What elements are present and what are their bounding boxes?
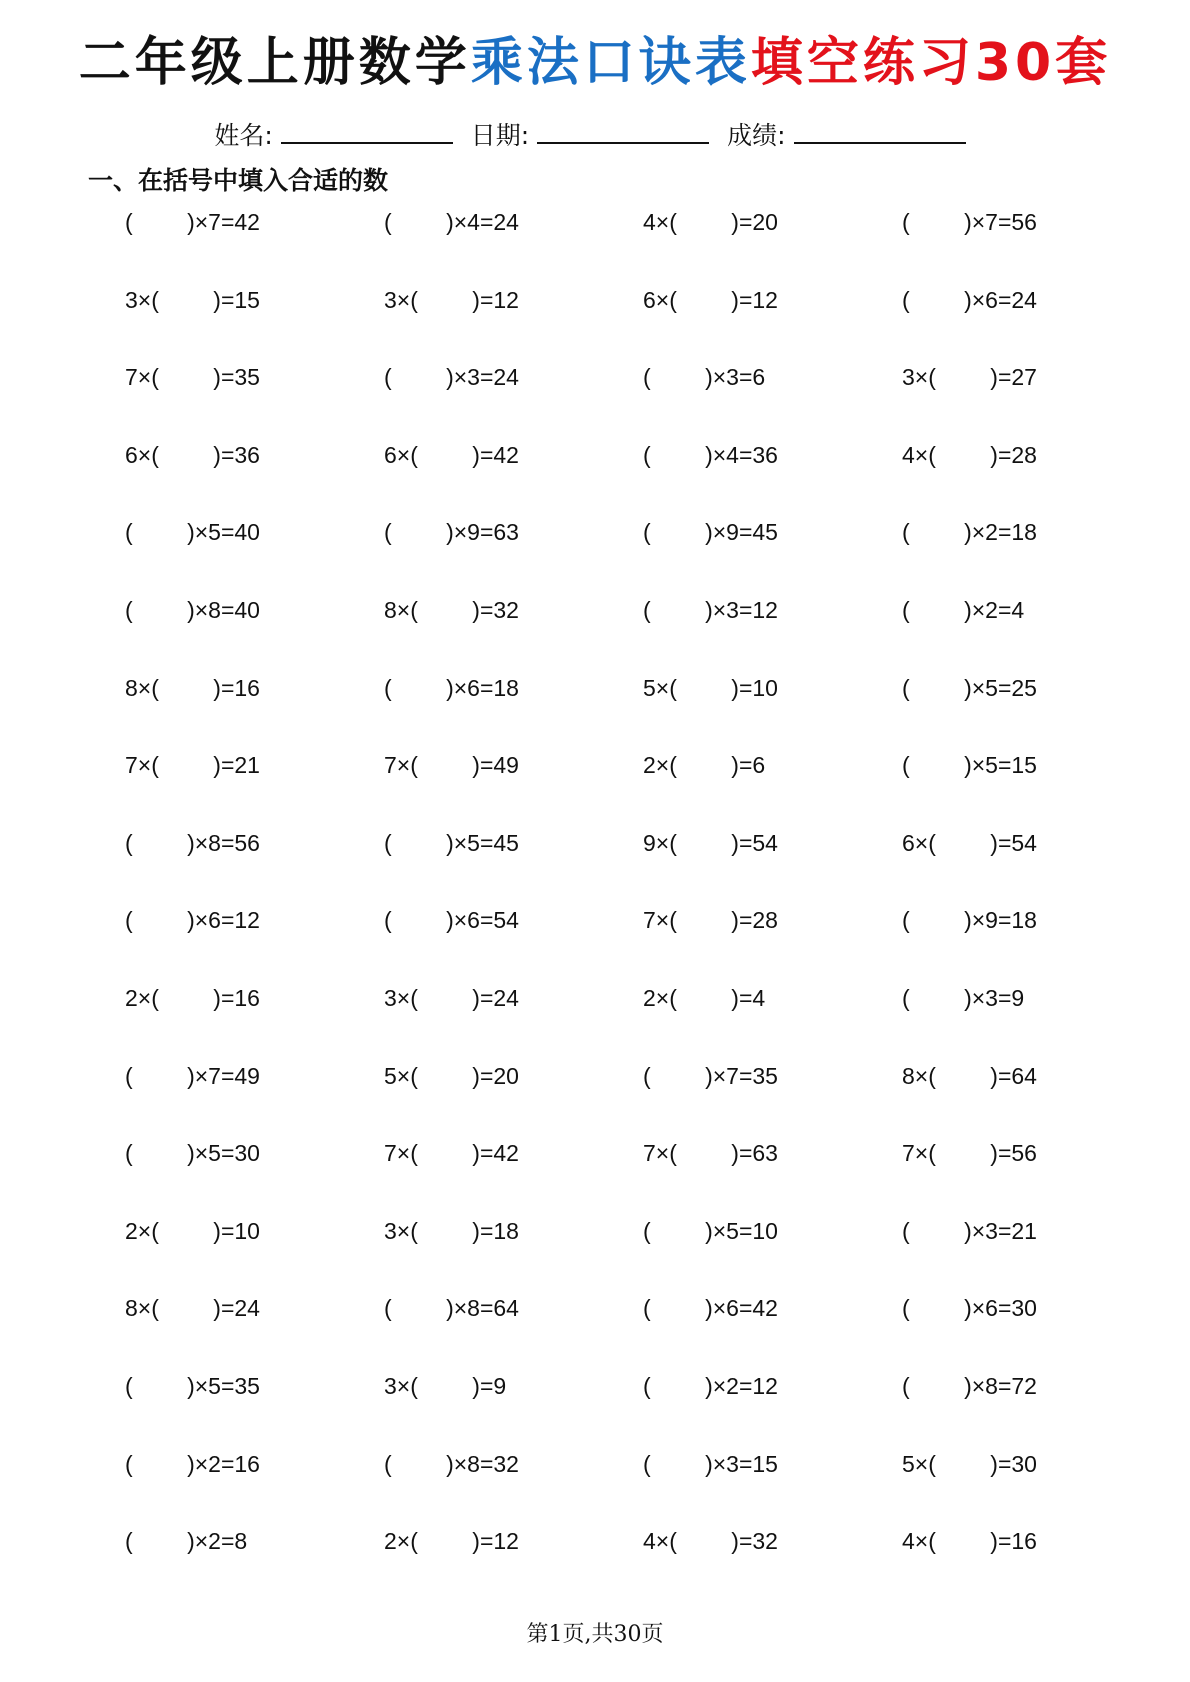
title-part-exercise: 填空练习30套 (750, 33, 1112, 93)
problem-left: 2×( (643, 984, 684, 1011)
problem-right: )=9 (472, 1372, 507, 1399)
problem-right: )×6=12 (187, 907, 260, 934)
problem-left: 7×( (643, 907, 684, 934)
problem-right: )×3=24 (446, 364, 519, 391)
problem-right: )=28 (731, 907, 778, 934)
problem-right: )×3=9 (964, 984, 1025, 1011)
problem-right: )×2=18 (964, 519, 1037, 546)
problem-item (125, 593, 384, 671)
problem-item (125, 360, 384, 438)
problem-right: )=64 (990, 1062, 1037, 1089)
problem-item (384, 1136, 643, 1214)
problem-right: )×8=32 (446, 1450, 519, 1477)
problem-left: ( (643, 1450, 658, 1477)
problem-item (643, 283, 902, 361)
problem-right: )=16 (213, 674, 260, 701)
problem-right: )×3=15 (705, 1450, 778, 1477)
problem-item (643, 360, 902, 438)
problem-right: )=49 (472, 752, 519, 779)
problem-right: )=16 (213, 984, 260, 1011)
problem-right: )×9=63 (446, 519, 519, 546)
problem-left: ( (902, 674, 917, 701)
problem-item (384, 360, 643, 438)
problem-left: ( (643, 1217, 658, 1244)
problem-left: 2×( (125, 1217, 166, 1244)
problem-item (643, 1136, 902, 1214)
problem-left: ( (643, 519, 658, 546)
problem-left: ( (125, 1372, 140, 1399)
page-number: 第1页,共30页 (526, 1622, 664, 1647)
problem-right: )=12 (472, 286, 519, 313)
problem-right: )=36 (213, 441, 260, 468)
problem-right: )=35 (213, 364, 260, 391)
problem-item (902, 1291, 1135, 1369)
problem-right: )×2=4 (964, 596, 1025, 623)
problem-item (643, 593, 902, 671)
problem-item (643, 1291, 902, 1369)
problem-left: 6×( (643, 286, 684, 313)
problem-right: )×4=24 (446, 209, 519, 235)
problem-item (384, 593, 643, 671)
name-label: 姓名: (214, 121, 273, 150)
problem-left: ( (902, 752, 917, 779)
problem-item (384, 283, 643, 361)
problem-right: )=24 (213, 1295, 260, 1322)
problem-left: 4×( (643, 209, 684, 235)
problem-right: )×2=16 (187, 1450, 260, 1477)
problem-right: )×9=45 (705, 519, 778, 546)
problem-left: ( (643, 1295, 658, 1322)
problem-left: 3×( (384, 984, 425, 1011)
problem-left: 6×( (125, 441, 166, 468)
problem-item (384, 1059, 643, 1137)
problem-left: ( (902, 984, 917, 1011)
problem-left: 7×( (384, 752, 425, 779)
problem-item (902, 981, 1135, 1059)
problem-right: )×8=72 (964, 1372, 1037, 1399)
score-label: 成绩: (727, 121, 786, 150)
problem-item (125, 515, 384, 593)
problem-grid (125, 205, 1135, 1602)
problem-left: ( (643, 596, 658, 623)
problem-right: )=24 (472, 984, 519, 1011)
problem-left: ( (902, 1217, 917, 1244)
problem-left: ( (902, 209, 917, 235)
problem-item (902, 205, 1135, 283)
problem-left: 4×( (902, 441, 943, 468)
problem-left: 7×( (902, 1140, 943, 1167)
problem-item (384, 1214, 643, 1292)
problem-item (902, 1059, 1135, 1137)
problem-item (125, 1447, 384, 1525)
problem-item (384, 205, 643, 283)
problem-item (643, 515, 902, 593)
problem-right: )×3=6 (705, 364, 766, 391)
problem-left: ( (643, 441, 658, 468)
problem-item (125, 981, 384, 1059)
problem-left: ( (902, 596, 917, 623)
problem-item (384, 903, 643, 981)
problem-left: 2×( (643, 752, 684, 779)
problem-left: ( (125, 1062, 140, 1089)
problem-right: )=15 (213, 286, 260, 313)
problem-item (384, 826, 643, 904)
problem-left: 3×( (384, 1372, 425, 1399)
problem-right: )=54 (990, 829, 1037, 856)
problem-left: ( (125, 596, 140, 623)
problem-left: ( (902, 1295, 917, 1322)
problem-item (125, 1291, 384, 1369)
problem-right: )=20 (731, 209, 778, 235)
problem-left: 6×( (902, 829, 943, 856)
problem-left: 8×( (125, 674, 166, 701)
student-info-line (0, 118, 1190, 153)
problem-right: )×5=35 (187, 1372, 260, 1399)
problem-item (902, 1214, 1135, 1292)
problem-item (125, 283, 384, 361)
problem-item (384, 1369, 643, 1447)
problem-right: )×3=12 (705, 596, 778, 623)
problem-left: 6×( (384, 441, 425, 468)
problem-right: )×5=45 (446, 829, 519, 856)
problem-right: )×6=24 (964, 286, 1037, 313)
problem-right: )×9=18 (964, 907, 1037, 934)
problem-right: )=20 (472, 1062, 519, 1089)
date-label: 日期: (470, 121, 530, 150)
problem-item (125, 671, 384, 749)
problem-item (125, 205, 384, 283)
problem-left: 7×( (125, 364, 166, 391)
problem-right: )×2=12 (705, 1372, 778, 1399)
problem-left: 7×( (384, 1140, 425, 1167)
problem-item (902, 1524, 1135, 1602)
problem-item (643, 1369, 902, 1447)
problem-left: ( (643, 364, 658, 391)
problem-right: )×7=35 (705, 1062, 778, 1089)
problem-left: 5×( (902, 1450, 943, 1477)
problem-left: 7×( (125, 752, 166, 779)
problem-right: )×3=21 (964, 1217, 1037, 1244)
problem-right: )×2=8 (187, 1528, 248, 1555)
date-blank[interactable] (537, 118, 709, 144)
problem-right: )=6 (731, 752, 766, 779)
problem-item (384, 748, 643, 826)
problem-left: 3×( (384, 286, 425, 313)
problem-item (125, 1524, 384, 1602)
problem-item (643, 205, 902, 283)
problem-item (902, 1447, 1135, 1525)
name-blank[interactable] (281, 118, 453, 144)
section-title: 一、在括号中填入合适的数 (88, 166, 389, 195)
problem-left: 2×( (384, 1528, 425, 1555)
problem-right: )=32 (472, 596, 519, 623)
problem-right: )×4=36 (705, 441, 778, 468)
problem-item (384, 671, 643, 749)
problem-right: )×8=40 (187, 596, 260, 623)
problem-item (902, 903, 1135, 981)
problem-left: ( (384, 1450, 399, 1477)
problem-right: )×8=56 (187, 829, 260, 856)
problem-item (643, 748, 902, 826)
problem-left: ( (902, 1372, 917, 1399)
problem-left: 3×( (125, 286, 166, 313)
problem-right: )×7=56 (964, 209, 1037, 235)
problem-right: )×7=49 (187, 1062, 260, 1089)
score-blank[interactable] (794, 118, 966, 144)
problem-item (384, 981, 643, 1059)
problem-left: ( (125, 1140, 140, 1167)
problem-right: )=54 (731, 829, 778, 856)
problem-left: 5×( (384, 1062, 425, 1089)
problem-right: )=56 (990, 1140, 1037, 1167)
problem-right: )=18 (472, 1217, 519, 1244)
problem-right: )×6=30 (964, 1295, 1037, 1322)
problem-item (902, 283, 1135, 361)
problem-left: 4×( (643, 1528, 684, 1555)
problem-item (384, 438, 643, 516)
problem-left: ( (384, 829, 399, 856)
problem-left: 7×( (643, 1140, 684, 1167)
problem-item (643, 903, 902, 981)
problem-left: 3×( (384, 1217, 425, 1244)
problem-right: )=12 (472, 1528, 519, 1555)
problem-item (902, 826, 1135, 904)
problem-item (125, 1369, 384, 1447)
problem-right: )=16 (990, 1528, 1037, 1555)
problem-item (125, 1059, 384, 1137)
problem-item (643, 1447, 902, 1525)
problem-right: )×6=18 (446, 674, 519, 701)
problem-left: ( (384, 519, 399, 546)
problem-left: 9×( (643, 829, 684, 856)
problem-left: ( (643, 1372, 658, 1399)
problem-item (384, 1524, 643, 1602)
problem-right: )×5=10 (705, 1217, 778, 1244)
problem-item (902, 1136, 1135, 1214)
problem-left: ( (125, 1450, 140, 1477)
problem-right: )=28 (990, 441, 1037, 468)
problem-right: )=42 (472, 1140, 519, 1167)
problem-right: )=12 (731, 286, 778, 313)
problem-right: )=10 (213, 1217, 260, 1244)
problem-left: 3×( (902, 364, 943, 391)
problem-item (125, 748, 384, 826)
problem-item (643, 1524, 902, 1602)
problem-left: 5×( (643, 674, 684, 701)
title-part-topic: 乘法口诀表 (470, 33, 751, 93)
problem-right: )×5=30 (187, 1140, 260, 1167)
problem-left: ( (384, 674, 399, 701)
problem-item (384, 515, 643, 593)
problem-item (643, 981, 902, 1059)
problem-right: )×5=25 (964, 674, 1037, 701)
problem-right: )=63 (731, 1140, 778, 1167)
problem-item (902, 360, 1135, 438)
problem-item (125, 826, 384, 904)
problem-left: ( (125, 829, 140, 856)
problem-left: ( (384, 209, 399, 235)
problem-right: )×7=42 (187, 209, 260, 235)
problem-left: 8×( (125, 1295, 166, 1322)
problem-right: )×5=40 (187, 519, 260, 546)
problem-left: ( (643, 1062, 658, 1089)
problem-item (125, 1214, 384, 1292)
problem-item (643, 671, 902, 749)
problem-left: ( (125, 209, 140, 235)
problem-item (902, 438, 1135, 516)
problem-right: )=42 (472, 441, 519, 468)
problem-left: ( (125, 519, 140, 546)
problem-item (902, 515, 1135, 593)
problem-item (125, 903, 384, 981)
problem-left: 2×( (125, 984, 166, 1011)
problem-left: ( (902, 519, 917, 546)
problem-left: 8×( (902, 1062, 943, 1089)
worksheet-title (0, 28, 1190, 98)
problem-item (384, 1291, 643, 1369)
problem-right: )=30 (990, 1450, 1037, 1477)
problem-item (643, 438, 902, 516)
problem-item (384, 1447, 643, 1525)
problem-item (902, 748, 1135, 826)
problem-right: )=10 (731, 674, 778, 701)
problem-left: ( (125, 1528, 140, 1555)
problem-left: ( (384, 1295, 399, 1322)
problem-right: )=27 (990, 364, 1037, 391)
problem-item (643, 826, 902, 904)
title-part-grade: 二年级上册数学 (78, 33, 471, 93)
problem-left: 4×( (902, 1528, 943, 1555)
problem-left: ( (902, 907, 917, 934)
problem-left: 8×( (384, 596, 425, 623)
problem-item (902, 593, 1135, 671)
problem-item (643, 1059, 902, 1137)
problem-item (125, 438, 384, 516)
problem-left: ( (125, 907, 140, 934)
problem-item (125, 1136, 384, 1214)
problem-right: )=21 (213, 752, 260, 779)
problem-right: )×5=15 (964, 752, 1037, 779)
problem-right: )=4 (731, 984, 766, 1011)
problem-right: )×6=42 (705, 1295, 778, 1322)
problem-left: ( (384, 364, 399, 391)
problem-right: )=32 (731, 1528, 778, 1555)
problem-right: )×8=64 (446, 1295, 519, 1322)
problem-right: )×6=54 (446, 907, 519, 934)
problem-item (902, 671, 1135, 749)
problem-item (643, 1214, 902, 1292)
problem-item (902, 1369, 1135, 1447)
problem-left: ( (384, 907, 399, 934)
problem-left: ( (902, 286, 917, 313)
